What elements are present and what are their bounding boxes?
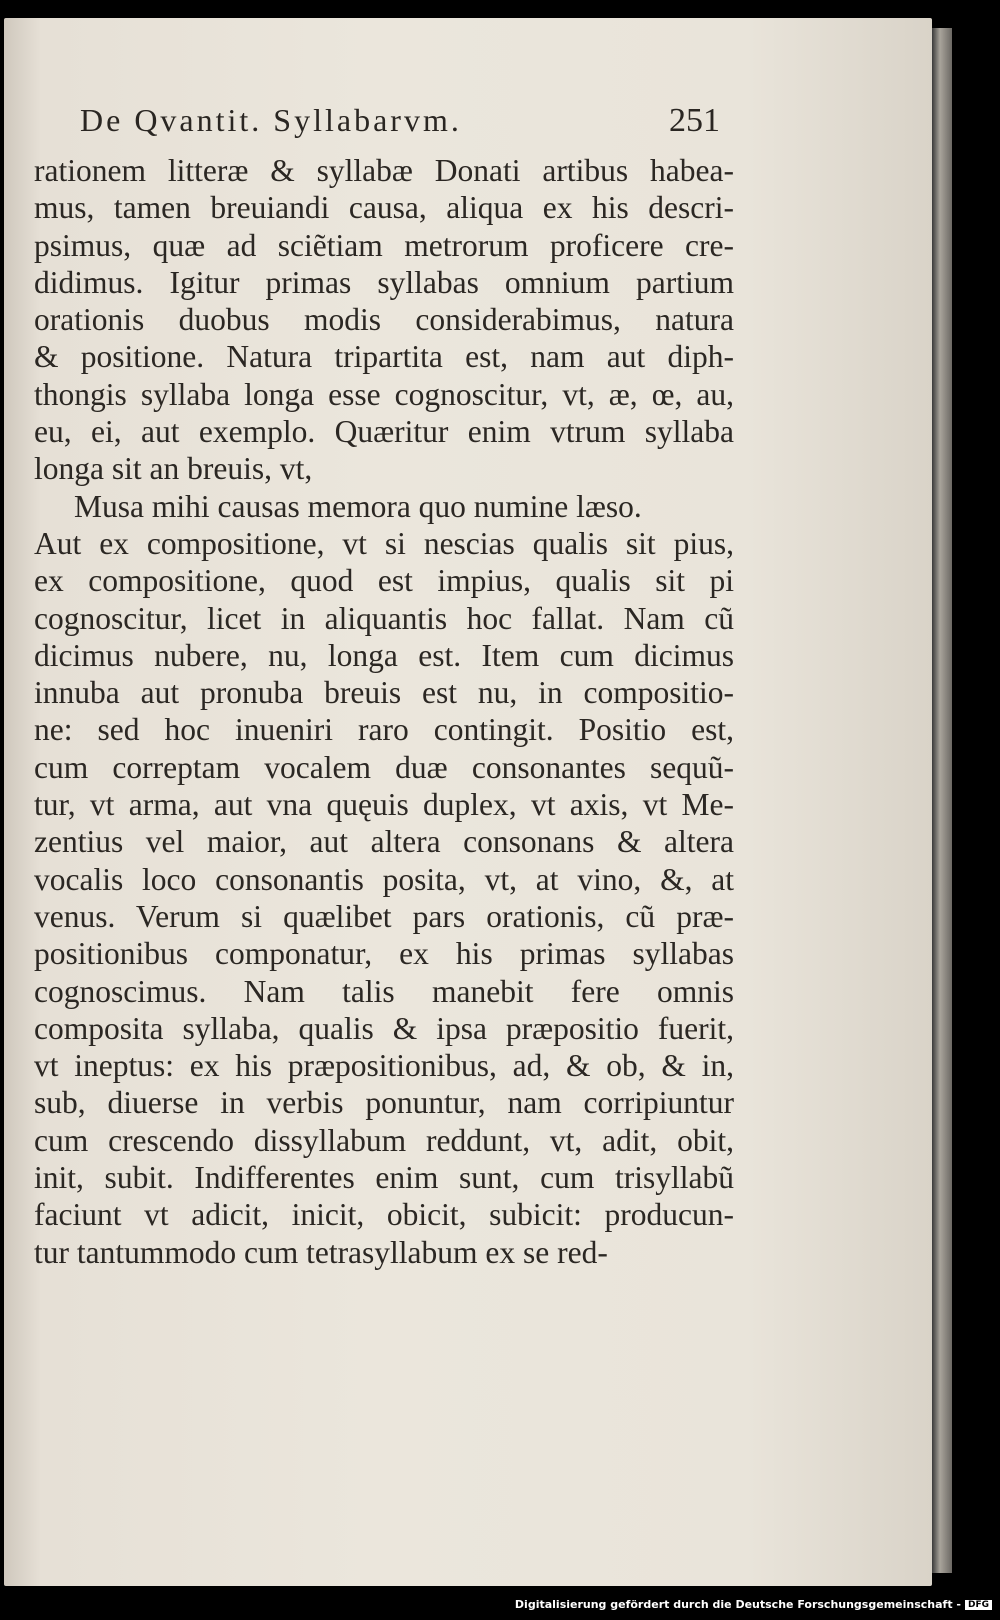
- body-text: [34, 152, 734, 1271]
- page-number: 251: [669, 102, 720, 139]
- text-line: rationem litteræ & syllabæ Donati artibus habea-: [34, 153, 734, 188]
- dfg-logo: DFG: [965, 1600, 992, 1610]
- text-line: vocalis loco consonantis posita, vt, at vino, &, at: [34, 861, 734, 897]
- text-line: tur tantummodo cum tetrasyllabum ex se red-: [34, 1234, 608, 1270]
- text-line: init, subit. Indifferentes enim sunt, cum trisyllabũ: [34, 1160, 734, 1196]
- text-line: faciunt vt adicit, inicit, obicit, subicit: producun-: [34, 1197, 734, 1233]
- text-line: ne: sed hoc inueniri raro contingit. Positio est,: [34, 712, 734, 748]
- text-line: vt ineptus: ex his præpositionibus, ad, & ob, & in,: [34, 1048, 734, 1084]
- text-line: dicimus nubere, nu, longa est. Item cum dicimus: [34, 637, 734, 673]
- text-line: zentius vel maior, aut altera consonans & altera: [34, 824, 734, 860]
- page-header: [80, 102, 720, 148]
- page-edge: [932, 28, 952, 1573]
- text-line: cum crescendo dissyllabum reddunt, vt, adit, obit,: [34, 1122, 734, 1158]
- text-line: didimus. Igitur primas syllabas omnium partium: [34, 264, 734, 300]
- text-line: tur, vt arma, aut vna quęuis duplex, vt axis, vt Me-: [34, 787, 734, 823]
- text-line: sub, diuerse in verbis ponuntur, nam corripiuntur: [34, 1085, 734, 1121]
- digitization-credit: [515, 1598, 992, 1611]
- text-line: positionibus componatur, ex his primas syllabas: [34, 936, 734, 972]
- running-title: De Qvantit. Syllabarvm.: [80, 102, 462, 138]
- text-line: cognoscimus. Nam talis manebit fere omnis: [34, 973, 734, 1009]
- text-line: ex compositione, quod est impius, qualis sit pi: [34, 563, 734, 599]
- text-line: & positione. Natura tripartita est, nam aut diph-: [34, 339, 734, 375]
- text-line: Aut ex compositione, vt si nescias qualis sit pius,: [34, 525, 734, 561]
- text-line: innuba aut pronuba breuis est nu, in compositio-: [34, 675, 734, 711]
- text-line: thongis syllaba longa esse cognoscitur, vt, æ, œ, au,: [34, 376, 734, 412]
- credit-text: Digitalisierung gefördert durch die Deutsche Forschungsgemeinschaft -: [514, 1598, 961, 1611]
- text-line: cum correptam vocalem duæ consonantes sequũ-: [34, 749, 734, 785]
- text-line: longa sit an breuis, vt,: [34, 451, 313, 487]
- text-line: psimus, quæ ad sciẽtiam metrorum proficere cre-: [34, 227, 734, 263]
- text-line: Musa mihi causas memora quo numine læso.: [74, 488, 642, 524]
- text-line: venus. Verum si quælibet pars orationis, cũ præ-: [34, 898, 734, 934]
- text-line: eu, ei, aut exemplo. Quæritur enim vtrum syllaba: [34, 414, 734, 450]
- text-line: composita syllaba, qualis & ipsa præpositio fuerit,: [34, 1010, 734, 1046]
- text-line: orationis duobus modis considerabimus, natura: [34, 302, 734, 338]
- text-line: mus, tamen breuiandi causa, aliqua ex his descri-: [34, 190, 734, 226]
- text-line: cognoscitur, licet in aliquantis hoc fallat. Nam cũ: [34, 600, 734, 636]
